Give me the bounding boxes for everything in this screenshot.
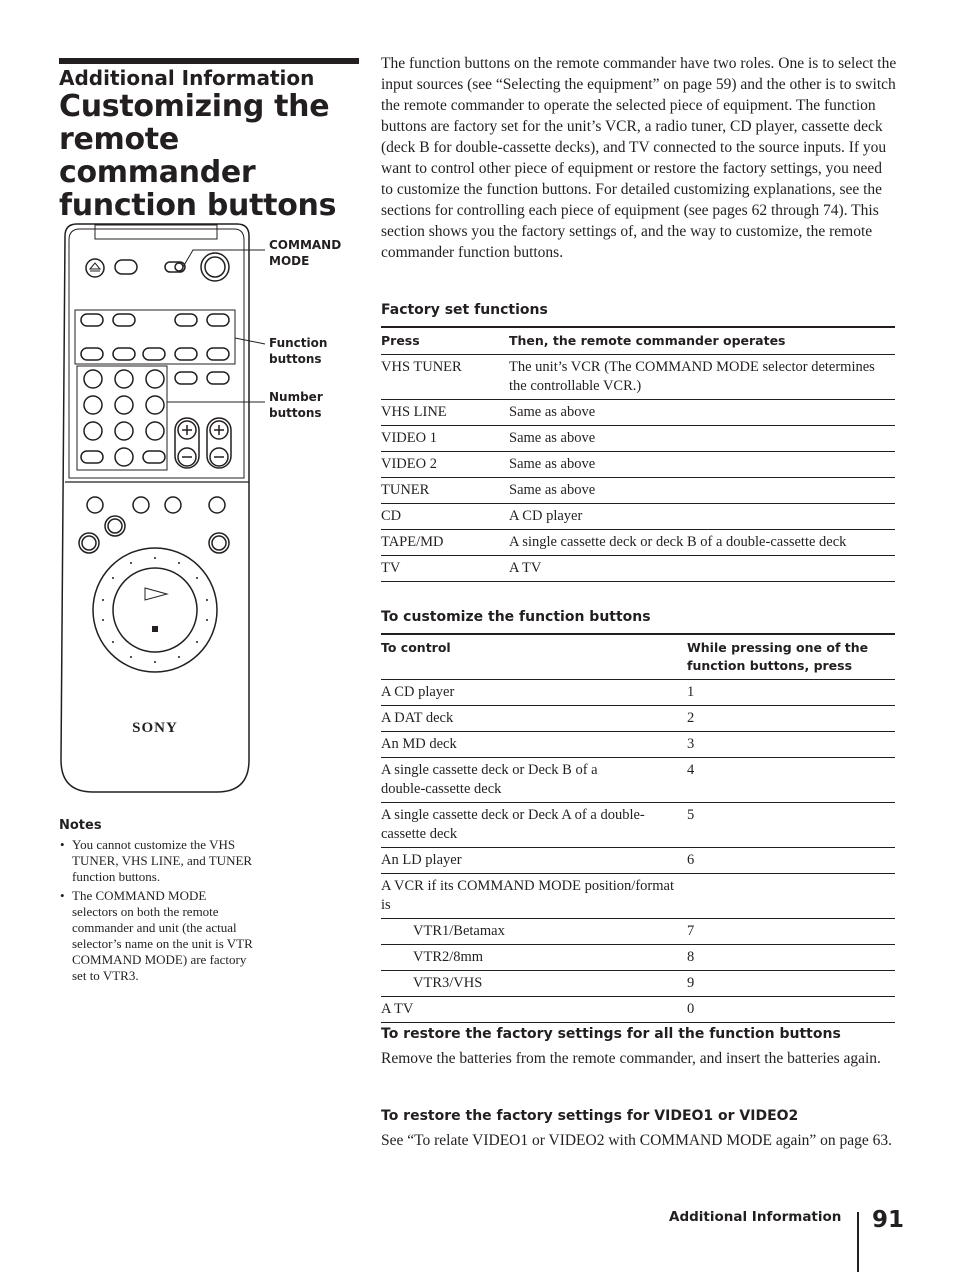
table-cell: A CD player bbox=[509, 504, 895, 530]
table-cell: 9 bbox=[687, 971, 895, 997]
page-number: 91 bbox=[872, 1207, 905, 1233]
note-item: • The COMMAND MODE selectors on both the remote commander and unit (the actual selector’s name on the unit is VTR COMMAND MODE) are factory set to VTR3. bbox=[72, 888, 254, 984]
table-cell: 8 bbox=[687, 945, 895, 971]
table-cell: 4 bbox=[687, 758, 895, 803]
table-cell: The unit’s VCR (The COMMAND MODE selector determines the controllable VCR.) bbox=[509, 355, 895, 400]
table-row bbox=[381, 848, 895, 874]
column-header: Press bbox=[381, 327, 509, 355]
table-row bbox=[381, 426, 895, 452]
table-cell: 0 bbox=[687, 997, 895, 1023]
table-row bbox=[381, 732, 895, 758]
table-cell bbox=[687, 874, 895, 919]
table-cell: A DAT deck bbox=[381, 706, 687, 732]
table-row bbox=[381, 945, 895, 971]
notes-heading: Notes bbox=[59, 818, 102, 833]
restore-all-heading: To restore the factory settings for all the function buttons bbox=[381, 1026, 841, 1042]
table-row bbox=[381, 803, 895, 848]
section-label: Additional Information bbox=[59, 66, 315, 90]
table-cell: A single cassette deck or Deck A of a double-cassette deck bbox=[381, 803, 687, 848]
table-row bbox=[381, 706, 895, 732]
factory-table bbox=[381, 326, 895, 582]
table-row bbox=[381, 997, 895, 1023]
table-cell: VIDEO 2 bbox=[381, 452, 509, 478]
callout-number-buttons: Number buttons bbox=[269, 390, 323, 420]
table-cell: VTR1/Betamax bbox=[381, 919, 687, 945]
table-cell: A single cassette deck or deck B of a double-cassette deck bbox=[509, 530, 895, 556]
table-cell: 1 bbox=[687, 680, 895, 706]
table-cell: TAPE/MD bbox=[381, 530, 509, 556]
restore-video-text: See “To relate VIDEO1 or VIDEO2 with COMMAND MODE again” on page 63. bbox=[381, 1132, 893, 1149]
intro-paragraph: The function buttons on the remote commander have two roles. One is to select the input sources (see “Selecting the equipment” on page 59) and the other is to switch the remote commander to operate the selected piece of equipment. The function buttons are factory set for the unit’s VCR, a radio tuner, CD player, cassette deck (deck B for double-cassette decks), and TV connected to the source inputs. If you want to control other piece of equipment or restore the factory settings, you need to customize the function buttons. For detailed customizing explanations, see the sections for controlling each piece of equipment (see pages 62 through 74). This section shows you the factory settings of, and the way to customize, the remote commander function buttons. bbox=[381, 55, 897, 261]
table-cell: A VCR if its COMMAND MODE position/format is bbox=[381, 874, 687, 919]
table-cell: A TV bbox=[381, 997, 687, 1023]
table-row bbox=[381, 556, 895, 582]
footer-rule bbox=[857, 1212, 859, 1272]
table-cell: 5 bbox=[687, 803, 895, 848]
callout-command-mode: COMMAND MODE bbox=[269, 238, 342, 268]
table-header-row bbox=[381, 634, 895, 680]
table-cell: VHS TUNER bbox=[381, 355, 509, 400]
table-cell: Same as above bbox=[509, 478, 895, 504]
column-header: While pressing one of the function buttons, press bbox=[687, 634, 895, 680]
remote-commander-figure bbox=[55, 220, 355, 800]
restore-all-text: Remove the batteries from the remote commander, and insert the batteries again. bbox=[381, 1050, 881, 1067]
table-row bbox=[381, 919, 895, 945]
table-cell: 6 bbox=[687, 848, 895, 874]
notes-section bbox=[59, 818, 254, 987]
column-header: To control bbox=[381, 634, 687, 680]
table-cell: 7 bbox=[687, 919, 895, 945]
table-cell: 2 bbox=[687, 706, 895, 732]
customize-heading: To customize the function buttons bbox=[381, 609, 651, 625]
customize-table bbox=[381, 633, 895, 1023]
table-row bbox=[381, 355, 895, 400]
table-cell: A single cassette deck or Deck B of a double-cassette deck bbox=[381, 758, 687, 803]
table-cell: Same as above bbox=[509, 452, 895, 478]
table-row bbox=[381, 680, 895, 706]
table-cell: TV bbox=[381, 556, 509, 582]
table-row bbox=[381, 758, 895, 803]
table-row bbox=[381, 874, 895, 919]
table-header-row bbox=[381, 327, 895, 355]
table-row bbox=[381, 971, 895, 997]
table-cell: TUNER bbox=[381, 478, 509, 504]
table-cell: VHS LINE bbox=[381, 400, 509, 426]
page-title: Customizing the remote commander function buttons bbox=[59, 89, 337, 223]
restore-video-heading: To restore the factory settings for VIDEO1 or VIDEO2 bbox=[381, 1108, 799, 1124]
table-cell: VTR3/VHS bbox=[381, 971, 687, 997]
table-row bbox=[381, 530, 895, 556]
table-cell: A CD player bbox=[381, 680, 687, 706]
table-cell: A TV bbox=[509, 556, 895, 582]
footer-section-label: Additional Information bbox=[669, 1209, 842, 1225]
table-cell: An MD deck bbox=[381, 732, 687, 758]
table-cell: Same as above bbox=[509, 400, 895, 426]
table-cell: Same as above bbox=[509, 426, 895, 452]
table-cell: An LD player bbox=[381, 848, 687, 874]
table-row bbox=[381, 504, 895, 530]
brand-logo: SONY bbox=[132, 720, 178, 736]
callout-function-buttons: Function buttons bbox=[269, 336, 328, 366]
table-cell: 3 bbox=[687, 732, 895, 758]
factory-heading: Factory set functions bbox=[381, 302, 548, 318]
table-row bbox=[381, 478, 895, 504]
table-row bbox=[381, 400, 895, 426]
notes-list bbox=[59, 837, 254, 984]
note-item: • You cannot customize the VHS TUNER, VHS LINE, and TUNER function buttons. bbox=[72, 837, 254, 885]
header-rule bbox=[59, 58, 359, 64]
table-cell: CD bbox=[381, 504, 509, 530]
remote-illustration bbox=[55, 220, 355, 800]
table-cell: VIDEO 1 bbox=[381, 426, 509, 452]
column-header: Then, the remote commander operates bbox=[509, 327, 895, 355]
table-row bbox=[381, 452, 895, 478]
table-cell: VTR2/8mm bbox=[381, 945, 687, 971]
